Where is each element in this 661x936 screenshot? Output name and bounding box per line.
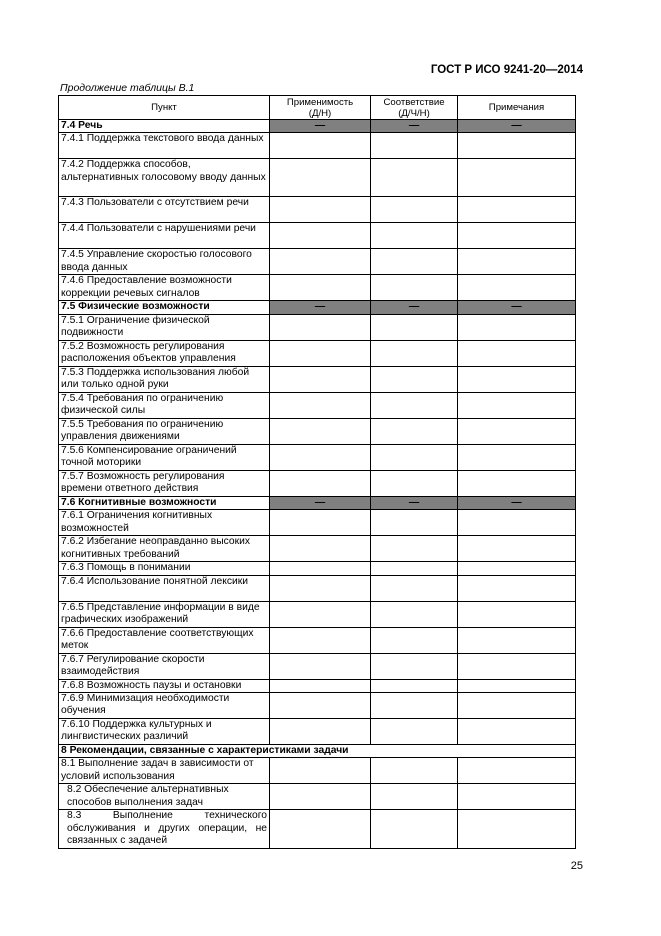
clause-cell: 7.5.1 Ограничение физической подвижности bbox=[59, 314, 270, 340]
notes-cell bbox=[458, 470, 576, 496]
table-row bbox=[59, 470, 576, 496]
section-label: 8 Рекомендации, связанные с характеристиками задачи bbox=[59, 745, 576, 758]
clause-cell: 7.6.2 Избегание неоправданно высоких когнитивных требований bbox=[59, 536, 270, 562]
page-number: 25 bbox=[570, 860, 583, 872]
col-header-conformance: Соответствие (Д/Ч/Н) bbox=[371, 96, 458, 120]
table-row bbox=[59, 314, 576, 340]
applicability-cell bbox=[270, 575, 371, 601]
notes-cell bbox=[458, 575, 576, 601]
table-row bbox=[59, 275, 576, 301]
table-row bbox=[59, 340, 576, 366]
notes-cell bbox=[458, 197, 576, 223]
table-row bbox=[59, 366, 576, 392]
clause-cell: 7.6.8 Возможность паузы и остановки bbox=[59, 679, 270, 692]
notes-cell bbox=[458, 510, 576, 536]
clause-cell: 7.6.6 Предоставление соответствующих меток bbox=[59, 627, 270, 653]
table-row bbox=[59, 575, 576, 601]
table-row bbox=[59, 810, 576, 848]
table-row bbox=[59, 197, 576, 223]
conformance-cell bbox=[371, 275, 458, 301]
section-dash-cell: — bbox=[270, 496, 371, 509]
table-row bbox=[59, 418, 576, 444]
applicability-cell bbox=[270, 758, 371, 784]
applicability-cell bbox=[270, 627, 371, 653]
table-row bbox=[59, 536, 576, 562]
conformance-cell bbox=[371, 627, 458, 653]
clause-cell: 7.5.2 Возможность регулирования расположения объектов управления bbox=[59, 340, 270, 366]
table-body bbox=[59, 120, 576, 849]
conformance-cell bbox=[371, 133, 458, 159]
notes-cell bbox=[458, 653, 576, 679]
applicability-cell bbox=[270, 679, 371, 692]
applicability-cell bbox=[270, 418, 371, 444]
notes-cell bbox=[458, 392, 576, 418]
applicability-cell bbox=[270, 693, 371, 719]
clause-cell: 8.2 Обеспечение альтернативных способов выполнения задач bbox=[59, 784, 270, 810]
conformance-cell bbox=[371, 536, 458, 562]
applicability-cell bbox=[270, 249, 371, 275]
applicability-cell bbox=[270, 366, 371, 392]
clause-cell: 7.5.6 Компенсирование ограничений точной моторики bbox=[59, 444, 270, 470]
section-dash-cell: — bbox=[270, 120, 371, 133]
col-header-applicability: Применимость (Д/Н) bbox=[270, 96, 371, 120]
section-dash-cell: — bbox=[371, 496, 458, 509]
notes-cell bbox=[458, 275, 576, 301]
section-row bbox=[59, 120, 576, 133]
conformance-cell bbox=[371, 758, 458, 784]
applicability-cell bbox=[270, 653, 371, 679]
section-row bbox=[59, 301, 576, 314]
notes-cell bbox=[458, 314, 576, 340]
table-row bbox=[59, 653, 576, 679]
applicability-cell bbox=[270, 810, 371, 848]
table-row bbox=[59, 693, 576, 719]
applicability-cell bbox=[270, 197, 371, 223]
table-row bbox=[59, 758, 576, 784]
table-caption: Продолжение таблицы В.1 bbox=[60, 82, 195, 94]
table-row bbox=[59, 679, 576, 692]
conformance-cell bbox=[371, 392, 458, 418]
conformance-cell bbox=[371, 719, 458, 745]
notes-cell bbox=[458, 159, 576, 197]
table-header-row bbox=[59, 96, 576, 120]
notes-cell bbox=[458, 366, 576, 392]
notes-cell bbox=[458, 784, 576, 810]
conformance-cell bbox=[371, 810, 458, 848]
applicability-cell bbox=[270, 470, 371, 496]
conformance-cell bbox=[371, 444, 458, 470]
clause-cell: 7.4.4 Пользователи с нарушениями речи bbox=[59, 223, 270, 249]
section-dash-cell: — bbox=[270, 301, 371, 314]
applicability-cell bbox=[270, 392, 371, 418]
conformance-cell bbox=[371, 601, 458, 627]
table-row bbox=[59, 223, 576, 249]
clause-cell: 8.3 Выполнение технического обслуживания и других операции, не связанных с задачей bbox=[59, 810, 270, 848]
notes-cell bbox=[458, 693, 576, 719]
notes-cell bbox=[458, 601, 576, 627]
applicability-cell bbox=[270, 275, 371, 301]
table-row bbox=[59, 627, 576, 653]
clause-cell: 7.4.3 Пользователи с отсутствием речи bbox=[59, 197, 270, 223]
table-row bbox=[59, 562, 576, 575]
conformance-cell bbox=[371, 366, 458, 392]
applicability-cell bbox=[270, 223, 371, 249]
applicability-cell bbox=[270, 340, 371, 366]
notes-cell bbox=[458, 249, 576, 275]
notes-cell bbox=[458, 536, 576, 562]
applicability-cell bbox=[270, 601, 371, 627]
table-row bbox=[59, 392, 576, 418]
applicability-cell bbox=[270, 784, 371, 810]
conformance-cell bbox=[371, 679, 458, 692]
table-row bbox=[59, 249, 576, 275]
clause-cell: 7.4.1 Поддержка текстового ввода данных bbox=[59, 133, 270, 159]
notes-cell bbox=[458, 627, 576, 653]
section-dash-cell: — bbox=[371, 301, 458, 314]
conformance-cell bbox=[371, 470, 458, 496]
notes-cell bbox=[458, 444, 576, 470]
notes-cell bbox=[458, 810, 576, 848]
clause-cell: 7.4.5 Управление скоростью голосового ввода данных bbox=[59, 249, 270, 275]
applicability-cell bbox=[270, 159, 371, 197]
requirements-table bbox=[58, 95, 576, 849]
applicability-cell bbox=[270, 510, 371, 536]
applicability-cell bbox=[270, 314, 371, 340]
section-row bbox=[59, 496, 576, 509]
table-row bbox=[59, 510, 576, 536]
section-label: 7.6 Когнитивные возможности bbox=[59, 496, 270, 509]
clause-cell: 7.6.1 Ограничения когнитивных возможностей bbox=[59, 510, 270, 536]
clause-cell: 7.4.6 Предоставление возможности коррекции речевых сигналов bbox=[59, 275, 270, 301]
clause-cell: 7.6.3 Помощь в понимании bbox=[59, 562, 270, 575]
section-row bbox=[59, 745, 576, 758]
notes-cell bbox=[458, 679, 576, 692]
conformance-cell bbox=[371, 653, 458, 679]
conformance-cell bbox=[371, 314, 458, 340]
table-row bbox=[59, 784, 576, 810]
section-label: 7.4 Речь bbox=[59, 120, 270, 133]
clause-cell: 7.4.2 Поддержка способов, альтернативных голосовому вводу данных bbox=[59, 159, 270, 197]
clause-cell: 8.1 Выполнение задач в зависимости от условий использования bbox=[59, 758, 270, 784]
conformance-cell bbox=[371, 223, 458, 249]
col-header-notes: Примечания bbox=[458, 96, 576, 120]
document-header: ГОСТ Р ИСО 9241-20—2014 bbox=[430, 64, 583, 76]
conformance-cell bbox=[371, 340, 458, 366]
clause-cell: 7.5.4 Требования по ограничению физической силы bbox=[59, 392, 270, 418]
table-row bbox=[59, 601, 576, 627]
notes-cell bbox=[458, 758, 576, 784]
clause-cell: 7.6.5 Представление информации в виде графических изображений bbox=[59, 601, 270, 627]
table-row bbox=[59, 133, 576, 159]
section-dash-cell: — bbox=[458, 120, 576, 133]
clause-cell: 7.6.4 Использование понятной лексики bbox=[59, 575, 270, 601]
conformance-cell bbox=[371, 197, 458, 223]
notes-cell bbox=[458, 340, 576, 366]
clause-cell: 7.5.7 Возможность регулирования времени ответного действия bbox=[59, 470, 270, 496]
applicability-cell bbox=[270, 562, 371, 575]
notes-cell bbox=[458, 562, 576, 575]
notes-cell bbox=[458, 223, 576, 249]
section-dash-cell: — bbox=[458, 496, 576, 509]
table-row bbox=[59, 159, 576, 197]
col-header-clause: Пункт bbox=[59, 96, 270, 120]
table-row bbox=[59, 719, 576, 745]
conformance-cell bbox=[371, 562, 458, 575]
conformance-cell bbox=[371, 510, 458, 536]
applicability-cell bbox=[270, 444, 371, 470]
clause-cell: 7.6.7 Регулирование скорости взаимодействия bbox=[59, 653, 270, 679]
conformance-cell bbox=[371, 418, 458, 444]
section-dash-cell: — bbox=[371, 120, 458, 133]
notes-cell bbox=[458, 133, 576, 159]
section-dash-cell: — bbox=[458, 301, 576, 314]
section-label: 7.5 Физические возможности bbox=[59, 301, 270, 314]
conformance-cell bbox=[371, 693, 458, 719]
conformance-cell bbox=[371, 784, 458, 810]
clause-cell: 7.6.9 Минимизация необходимости обучения bbox=[59, 693, 270, 719]
conformance-cell bbox=[371, 159, 458, 197]
applicability-cell bbox=[270, 536, 371, 562]
clause-cell: 7.5.3 Поддержка использования любой или только одной руки bbox=[59, 366, 270, 392]
conformance-cell bbox=[371, 575, 458, 601]
applicability-cell bbox=[270, 719, 371, 745]
applicability-cell bbox=[270, 133, 371, 159]
clause-cell: 7.6.10 Поддержка культурных и лингвистических различий bbox=[59, 719, 270, 745]
clause-cell: 7.5.5 Требования по ограничению управления движениями bbox=[59, 418, 270, 444]
notes-cell bbox=[458, 719, 576, 745]
conformance-cell bbox=[371, 249, 458, 275]
notes-cell bbox=[458, 418, 576, 444]
table-row bbox=[59, 444, 576, 470]
